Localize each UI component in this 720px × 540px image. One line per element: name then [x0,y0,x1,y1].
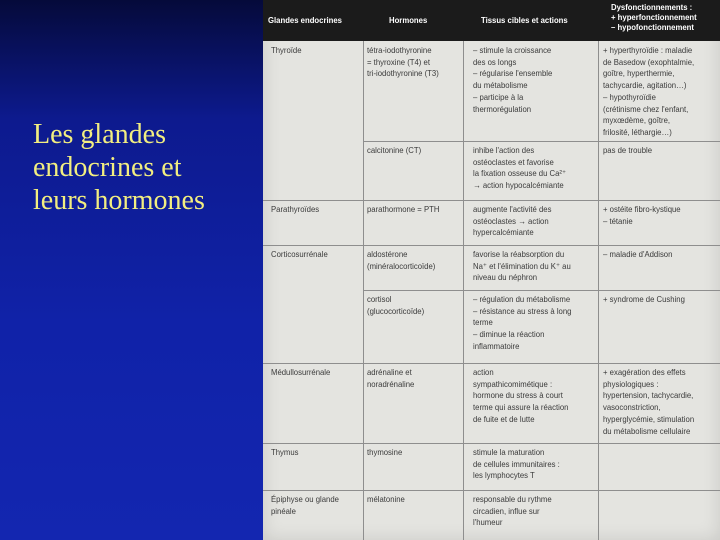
action-cell [473,145,566,192]
dysfunction-cell-line: vasoconstriction, [603,402,661,413]
action-cell-line: – diminue la réaction [473,329,545,340]
gland-cell-line: Épiphyse ou glande [271,494,339,504]
action-cell-line: thermorégulation [473,103,532,114]
action-cell-line: du métabolisme [473,80,528,91]
hormone-cell-line: cortisol [367,294,392,304]
action-cell [473,204,551,239]
dysfunction-cell [603,249,672,261]
action-cell-line: favorise la réabsorption du [473,249,565,259]
row-divider [263,490,720,491]
action-cell-line: de fuite et de lutte [473,413,535,424]
action-cell [473,249,571,284]
endocrine-table-scan [263,0,720,540]
header-dys-line: – hypofonctionnement [611,22,694,32]
action-cell-line: l'humeur [473,517,503,528]
hormone-cell-line: adrénaline et [367,367,412,377]
action-cell-line: de cellules immunitaires : [473,458,560,469]
hormone-cell-line: thymosine [367,447,403,457]
action-cell-line: niveau du néphron [473,272,538,283]
gland-cell-line: Thyroïde [271,45,302,55]
gland-cell-line: Corticosurrénale [271,249,328,259]
dysfunction-cell [603,367,694,437]
gland-cell [271,249,328,261]
row-divider [363,141,720,142]
dysfunction-cell-line: myxœdème, goître, [603,115,671,126]
dysfunction-cell-line: frilosité, léthargie…) [603,126,672,137]
action-cell-line: hypercalcémiante [473,227,534,238]
dysfunction-cell-line: pas de trouble [603,145,653,155]
slide-title [33,118,261,217]
hormone-cell [367,494,405,506]
gland-cell-line: Médullosurrénale [271,367,331,377]
action-cell-line: inflammatoire [473,340,520,351]
hormone-cell [367,45,439,80]
action-cell-line: sympathicomimétique : [473,378,553,389]
row-divider [363,290,720,291]
hormone-cell [367,294,424,317]
hormone-cell [367,249,435,272]
hormone-cell-line: tétra-iodothyronine [367,45,432,55]
row-divider [263,363,720,364]
action-cell [473,494,552,529]
gland-cell-line: Parathyroïdes [271,204,320,214]
gland-cell-line: pinéale [271,505,296,516]
dysfunction-cell-line: – tétanie [603,215,633,226]
hormone-cell [367,204,439,216]
action-cell-line: responsable du rythme [473,494,552,504]
hormone-cell-line: mélatonine [367,494,405,504]
hormone-cell-line: parathormone = PTH [367,204,440,214]
action-cell [473,294,571,353]
action-cell-line: hormone du stress à court [473,390,563,401]
dysfunction-cell-line: physiologiques : [603,378,659,389]
gland-cell [271,204,319,216]
gland-cell-line: Thymus [271,447,299,457]
slide-title-line: leurs hormones [33,185,205,217]
dysfunction-cell-line: goître, hyperthermie, [603,68,675,79]
header-dys-line: Dysfonctionnements : [611,2,693,12]
dysfunction-cell-line: tachycardie, agitation…) [603,80,687,91]
dysfunction-cell-line: hyperglycémie, stimulation [603,413,695,424]
action-cell-line: terme [473,317,493,328]
action-cell-line: des os longs [473,56,517,67]
hormone-cell-line: calcitonine (CT) [367,145,422,155]
header-hormones: Hormones [389,15,428,25]
action-cell-line: circadien, influe sur [473,505,540,516]
hormone-cell-line: (glucocorticoïde) [367,305,425,316]
slide-title-line: Les glandes [33,119,166,150]
action-cell-line: – régulation du métabolisme [473,294,571,304]
gland-cell [271,367,330,379]
action-cell-line: la fixation osseuse du Ca²⁺ [473,168,567,179]
dysfunction-cell-line: + hyperthyroïdie : maladie [603,45,693,55]
header-dysfonctionnements [611,2,697,32]
gland-cell [271,447,299,459]
action-cell-line: action [473,367,494,377]
action-cell-line: – résistance au stress à long [473,305,572,316]
action-cell-line: ostéoclastes et favorise [473,156,554,167]
dysfunction-cell-line: du métabolisme cellulaire [603,425,691,436]
dysfunction-cell [603,145,652,157]
dysfunction-cell [603,45,694,139]
table-header-row [263,0,720,41]
dysfunction-cell [603,294,685,306]
action-cell-line: terme qui assure la réaction [473,402,569,413]
action-cell [473,447,560,482]
action-cell-line: augmente l'activité des [473,204,552,214]
dysfunction-cell-line: hypertension, tachycardie, [603,390,694,401]
action-cell-line: → action hypocalcémiante [473,180,564,191]
header-tissus: Tissus cibles et actions [481,15,568,25]
gland-cell [271,45,302,57]
action-cell-line: – participe à la [473,91,524,102]
action-cell-line: stimule la maturation [473,447,545,457]
row-divider [263,245,720,246]
action-cell-line: – régularise l'ensemble [473,68,553,79]
hormone-cell-line: aldostérone [367,249,408,259]
slide-title-line: endocrines et [33,152,182,184]
action-cell-line: inhibe l'action des [473,145,535,155]
action-cell-line: – stimule la croissance [473,45,552,55]
row-divider [263,200,720,201]
hormone-cell-line: = thyroxine (T4) et [367,56,430,67]
hormone-cell [367,367,414,390]
hormone-cell-line: tri-iodothyronine (T3) [367,68,439,79]
header-dys-line: + hyperfonctionnement [611,12,697,22]
action-cell-line: ostéoclastes → action [473,215,549,226]
dysfunction-cell-line: – maladie d'Addison [603,249,673,259]
hormone-cell-line: noradrénaline [367,378,415,389]
row-divider [263,443,720,444]
action-cell-line: Na⁺ et l'élimination du K⁺ au [473,260,571,271]
action-cell [473,367,568,426]
dysfunction-cell-line: de Basedow (exophtalmie, [603,56,695,67]
hormone-cell-line: (minéralocorticoïde) [367,260,436,271]
dysfunction-cell-line: (crétinisme chez l'enfant, [603,103,689,114]
hormone-cell [367,145,421,157]
dysfunction-cell-line: + syndrome de Cushing [603,294,685,304]
gland-cell [271,494,339,517]
action-cell [473,45,552,115]
action-cell-line: les lymphocytes T [473,470,535,481]
dysfunction-cell-line: + exagération des effets [603,367,686,377]
dysfunction-cell-line: – hypothyroïdie [603,91,656,102]
dysfunction-cell-line: + ostéite fibro-kystique [603,204,681,214]
hormone-cell [367,447,402,459]
dysfunction-cell [603,204,681,227]
header-glandes: Glandes endocrines [268,15,342,25]
